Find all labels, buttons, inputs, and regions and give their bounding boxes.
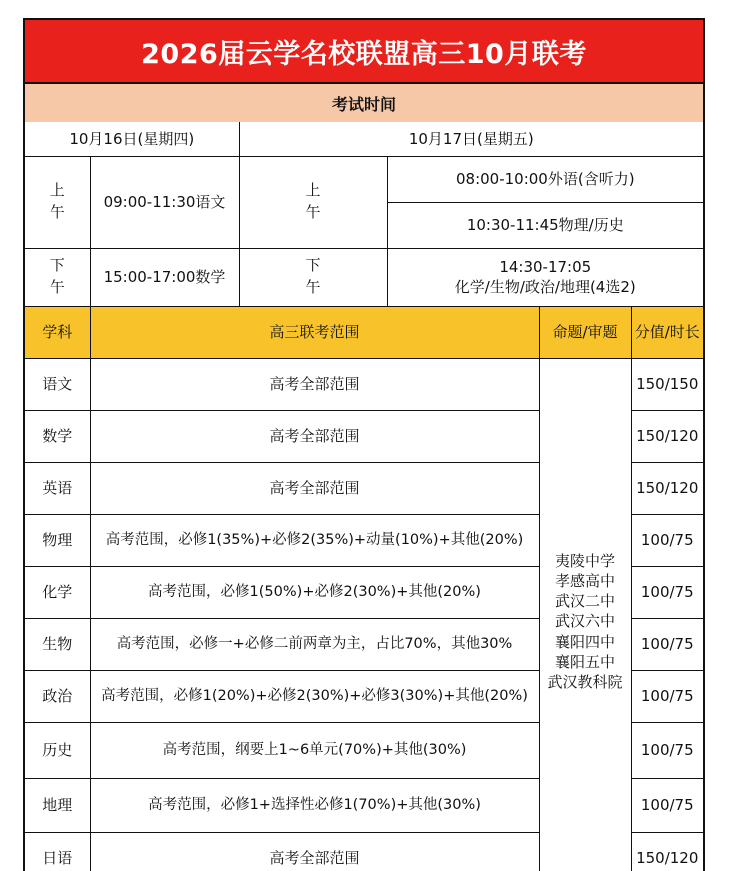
row-subject: 数学 — [25, 411, 90, 463]
scope-header-row — [25, 307, 703, 359]
row-subject: 物理 — [25, 515, 90, 567]
row-scope: 高考范围，必修1(20%)+必修2(30%)+必修3(30%)+其他(20%) — [90, 671, 539, 723]
exam-schedule-sheet — [23, 18, 705, 871]
row-subject: 语文 — [25, 359, 90, 411]
row-score: 100/75 — [631, 779, 703, 833]
day2-am-exam-2: 10:30-11:45物理/历史 — [387, 202, 703, 248]
day1-am-label: 上 午 — [25, 156, 90, 248]
row-scope: 高考范围，纲要上1~6单元(70%)+其他(30%) — [90, 723, 539, 779]
row-scope: 高考全部范围 — [90, 463, 539, 515]
day1-pm-label: 下 午 — [25, 248, 90, 306]
row-score: 150/120 — [631, 833, 703, 871]
row-scope: 高考全部范围 — [90, 359, 539, 411]
row-subject: 英语 — [25, 463, 90, 515]
header-scope: 高三联考范围 — [90, 307, 539, 359]
day2-am-label: 上 午 — [239, 156, 387, 248]
row-score: 150/120 — [631, 463, 703, 515]
row-subject: 生物 — [25, 619, 90, 671]
scope-table — [25, 307, 703, 871]
row-subject: 日语 — [25, 833, 90, 871]
day2-am-exam-1: 08:00-10:00外语(含听力) — [387, 156, 703, 202]
header-subject: 学科 — [25, 307, 90, 359]
row-subject: 历史 — [25, 723, 90, 779]
section-title-exam-time: 考试时间 — [25, 82, 703, 122]
schedule-date-row — [25, 122, 703, 156]
day2-date: 10月17日(星期五) — [239, 122, 703, 156]
row-scope: 高考范围，必修1(35%)+必修2(35%)+动量(10%)+其他(20%) — [90, 515, 539, 567]
row-scope: 高考范围，必修一+必修二前两章为主，占比70%，其他30% — [90, 619, 539, 671]
row-score: 150/120 — [631, 411, 703, 463]
header-score: 分值/时长 — [631, 307, 703, 359]
day1-pm-exam: 15:00-17:00数学 — [90, 248, 239, 306]
row-scope: 高考范围，必修1+选择性必修1(70%)+其他(30%) — [90, 779, 539, 833]
day1-am-exam: 09:00-11:30语文 — [90, 156, 239, 248]
row-score: 100/75 — [631, 515, 703, 567]
row-subject: 化学 — [25, 567, 90, 619]
row-score: 100/75 — [631, 723, 703, 779]
page-title: 2026届云学名校联盟高三10月联考 — [25, 20, 703, 82]
day2-pm-label: 下 午 — [239, 248, 387, 306]
header-author: 命题/审题 — [539, 307, 631, 359]
row-score: 150/150 — [631, 359, 703, 411]
row-subject: 政治 — [25, 671, 90, 723]
table-row — [25, 359, 703, 411]
schedule-pm-row — [25, 248, 703, 306]
day1-date: 10月16日(星期四) — [25, 122, 239, 156]
row-scope: 高考全部范围 — [90, 411, 539, 463]
row-score: 100/75 — [631, 671, 703, 723]
row-score: 100/75 — [631, 567, 703, 619]
schedule-table — [25, 122, 703, 307]
row-scope: 高考全部范围 — [90, 833, 539, 871]
author-list: 夷陵中学 孝感高中 武汉二中 武汉六中 襄阳四中 襄阳五中 武汉教科院 — [539, 359, 631, 871]
schedule-am-row — [25, 156, 703, 202]
day2-pm-exam: 14:30-17:05 化学/生物/政治/地理(4选2) — [387, 248, 703, 306]
row-score: 100/75 — [631, 619, 703, 671]
row-subject: 地理 — [25, 779, 90, 833]
row-scope: 高考范围，必修1(50%)+必修2(30%)+其他(20%) — [90, 567, 539, 619]
